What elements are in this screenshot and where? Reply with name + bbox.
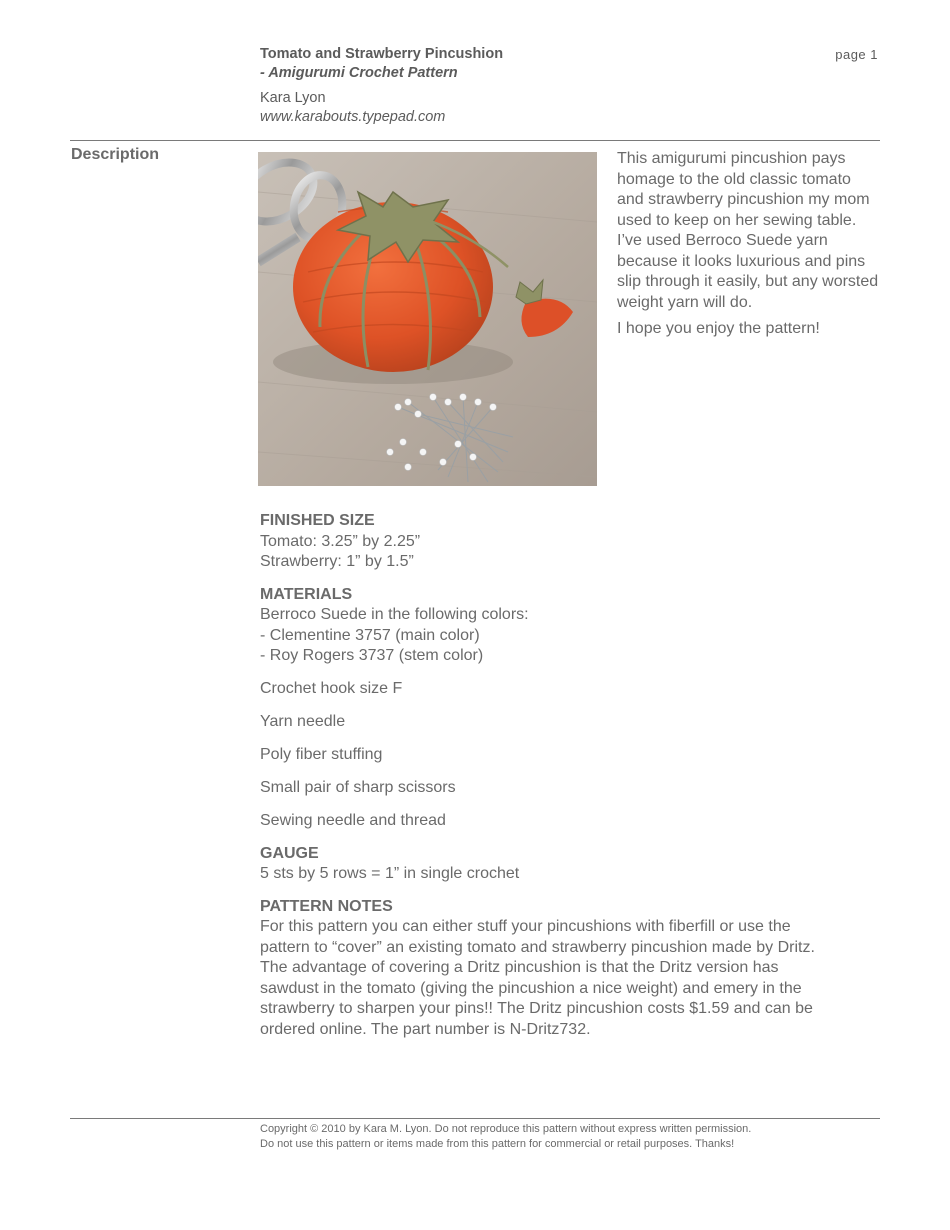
pattern-title: Tomato and Strawberry Pincushion	[260, 46, 504, 62]
author-website-link[interactable]: www.karabouts.typepad.com	[260, 109, 446, 125]
pattern-notes-line: sawdust in the tomato (giving the pincushion a nice weight) and emery in the	[260, 979, 802, 997]
copyright-footer	[260, 1122, 751, 1151]
gauge-text: 5 sts by 5 rows = 1” in single crochet	[260, 865, 520, 882]
size-line: Tomato: 3.25” by 2.25”	[260, 532, 421, 550]
page-number: page 1	[835, 47, 878, 62]
description-text	[617, 149, 879, 346]
materials-item: Yarn needle	[260, 712, 346, 730]
gauge-section	[260, 844, 870, 885]
materials-heading: MATERIALS	[260, 585, 353, 603]
pattern-notes-line: For this pattern you can either stuff your pincushions with fiberfill or use the	[260, 918, 791, 935]
size-line: Strawberry: 1” by 1.5”	[260, 553, 414, 570]
usage-line: Do not use this pattern or items made from this pattern for commercial or retail purposes. Thanks!	[260, 1137, 735, 1150]
pattern-notes-line: ordered online. The part number is N-Dritz732.	[260, 1020, 591, 1038]
pincushion-photo	[258, 152, 597, 486]
pattern-content	[260, 511, 870, 1052]
finished-size-section	[260, 511, 870, 573]
gauge-heading: GAUGE	[260, 844, 319, 862]
materials-item: Small pair of sharp scissors	[260, 778, 456, 796]
footer-divider	[70, 1118, 880, 1119]
pattern-notes-line: strawberry to sharpen your pins!! The Dritz pincushion costs $1.59 and can be	[260, 1000, 813, 1017]
pattern-notes-heading: PATTERN NOTES	[260, 897, 393, 915]
description-paragraph: This amigurumi pincushion pays homage to the old classic tomato and strawberry pincushion my mom used to keep on her sewing table. I’ve used Berroco Suede yarn because it looks luxurious and pins slip through it easily, but any worsted weight yarn will do.	[617, 150, 879, 311]
description-label: Description	[71, 146, 160, 163]
author-name: Kara Lyon	[260, 90, 326, 106]
pattern-subtitle: - Amigurumi Crochet Pattern	[260, 65, 458, 81]
pattern-notes-line: The advantage of covering a Dritz pincushion is that the Dritz version has	[260, 959, 779, 976]
description-paragraph: I hope you enjoy the pattern!	[617, 320, 820, 337]
materials-section	[260, 585, 870, 667]
materials-item: Sewing needle and thread	[260, 811, 446, 829]
materials-item: Poly fiber stuffing	[260, 745, 383, 763]
copyright-line: Copyright © 2010 by Kara M. Lyon. Do not reproduce this pattern without express written permission.	[260, 1123, 752, 1135]
materials-line: - Clementine 3757 (main color)	[260, 626, 480, 644]
materials-line: - Roy Rogers 3737 (stem color)	[260, 647, 484, 664]
pattern-notes-line: pattern to “cover” an existing tomato and strawberry pincushion made by Dritz.	[260, 938, 815, 956]
pattern-notes-section	[260, 897, 870, 1041]
materials-item: Crochet hook size F	[260, 679, 403, 697]
header-divider	[70, 140, 880, 141]
finished-size-heading: FINISHED SIZE	[260, 512, 375, 529]
materials-line: Berroco Suede in the following colors:	[260, 606, 529, 623]
